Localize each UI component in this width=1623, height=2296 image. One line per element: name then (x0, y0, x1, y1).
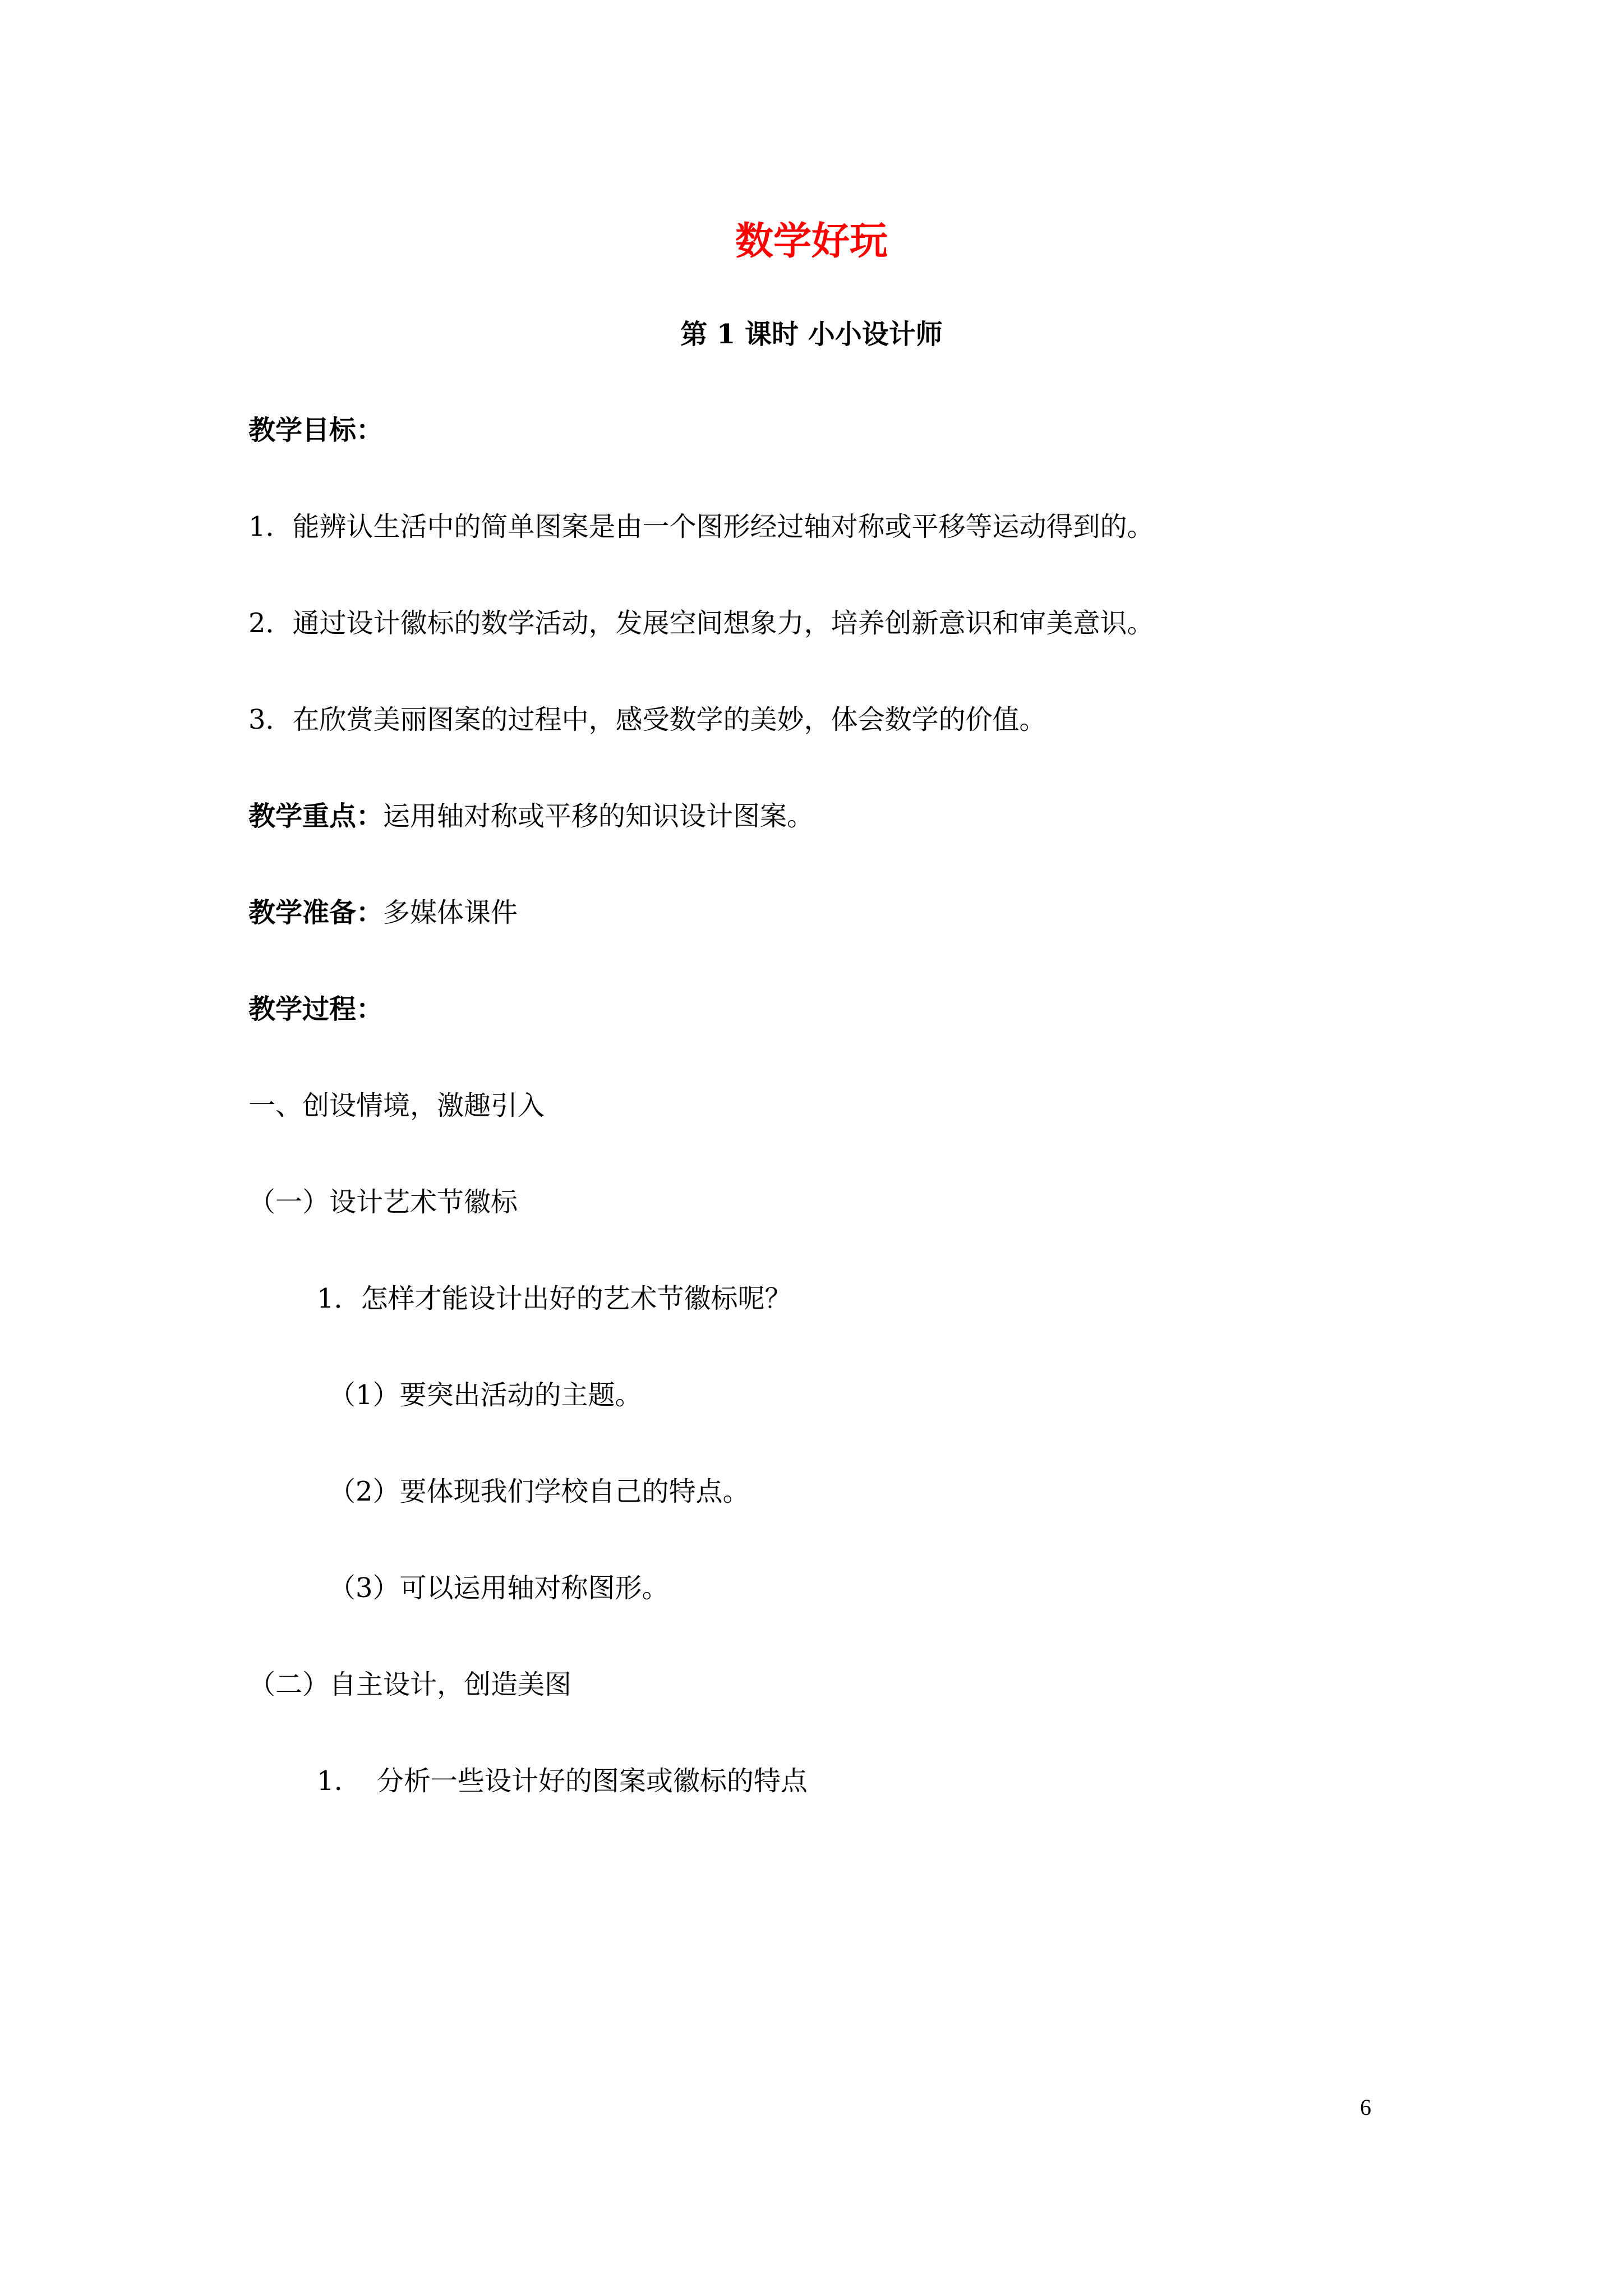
preparation-line (248, 896, 518, 930)
key-point-line (248, 799, 814, 833)
objective-item: 3．在欣赏美丽图案的过程中，感受数学的美妙，体会数学的价值。 (248, 704, 1046, 735)
objective-item: 2．通过设计徽标的数学活动，发展空间想象力，培养创新意识和审美意识。 (248, 608, 1154, 639)
page-number: 6 (1360, 2095, 1371, 2120)
subsection-heading: （二）自主设计，创造美图 (248, 1669, 572, 1700)
key-point-text: 运用轴对称或平移的知识设计图案。 (383, 800, 814, 832)
preparation-label: 教学准备： (248, 897, 384, 928)
step-item: 1. 分析一些设计好的图案或徽标的特点 (317, 1765, 808, 1797)
key-point-label: 教学重点： (248, 800, 384, 832)
section-heading: 一、创设情境，激趣引入 (248, 1090, 545, 1121)
answer-item: （2）要体现我们学校自己的特点。 (329, 1476, 750, 1507)
objective-item: 1．能辨认生活中的简单图案是由一个图形经过轴对称或平移等运动得到的。 (248, 511, 1154, 542)
subsection-heading: （一）设计艺术节徽标 (248, 1186, 518, 1218)
answer-item: （1）要突出活动的主题。 (329, 1379, 642, 1411)
objectives-heading: 教学目标： (248, 415, 384, 446)
document-title: 数学好玩 (735, 219, 888, 264)
preparation-text: 多媒体课件 (383, 897, 518, 928)
answer-item: （3）可以运用轴对称图形。 (329, 1572, 669, 1604)
question-item: 1．怎样才能设计出好的艺术节徽标呢？ (317, 1283, 792, 1314)
lesson-subtitle: 第 1 课时 小小设计师 (680, 319, 943, 350)
process-heading: 教学过程： (248, 993, 384, 1025)
